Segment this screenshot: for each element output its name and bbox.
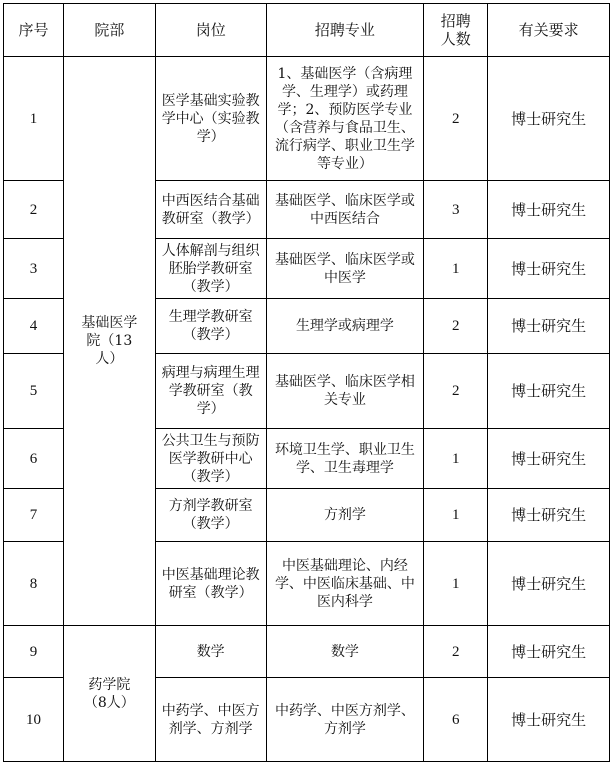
dept-cell-basic-medicine: 基础医学院（13人） xyxy=(63,57,155,626)
row-major: 基础医学、临床医学相关专业 xyxy=(266,354,424,429)
header-count: 招聘人数 xyxy=(424,4,488,57)
row-major: 中医基础理论、内经学、中医临床基础、中医内科学 xyxy=(266,542,424,626)
row-count: 2 xyxy=(424,299,488,354)
row-requirement: 博士研究生 xyxy=(488,489,610,542)
header-seq: 序号 xyxy=(4,4,64,57)
row-position: 中医基础理论教研室（教学） xyxy=(155,542,266,626)
row-major: 基础医学、临床医学或中西医结合 xyxy=(266,181,424,239)
row-position: 病理与病理生理学教研室（教学） xyxy=(155,354,266,429)
row-requirement: 博士研究生 xyxy=(488,678,610,762)
table-row xyxy=(4,57,610,181)
row-major: 生理学或病理学 xyxy=(266,299,424,354)
row-major: 方剂学 xyxy=(266,489,424,542)
row-requirement: 博士研究生 xyxy=(488,181,610,239)
row-count: 1 xyxy=(424,239,488,299)
row-count: 1 xyxy=(424,542,488,626)
row-seq: 7 xyxy=(4,489,64,542)
row-major: 基础医学、临床医学或中医学 xyxy=(266,239,424,299)
row-count: 1 xyxy=(424,429,488,489)
row-position: 中药学、中医方剂学、方剂学 xyxy=(155,678,266,762)
table-row xyxy=(4,626,610,678)
recruitment-table xyxy=(3,3,610,762)
row-seq: 4 xyxy=(4,299,64,354)
row-seq: 8 xyxy=(4,542,64,626)
row-seq: 9 xyxy=(4,626,64,678)
header-dept: 院部 xyxy=(63,4,155,57)
row-seq: 2 xyxy=(4,181,64,239)
row-count: 2 xyxy=(424,57,488,181)
row-count: 1 xyxy=(424,489,488,542)
row-requirement: 博士研究生 xyxy=(488,542,610,626)
row-seq: 10 xyxy=(4,678,64,762)
row-seq: 5 xyxy=(4,354,64,429)
row-count: 2 xyxy=(424,354,488,429)
row-position: 方剂学教研室（教学） xyxy=(155,489,266,542)
row-count: 6 xyxy=(424,678,488,762)
row-position: 公共卫生与预防医学教研中心（教学） xyxy=(155,429,266,489)
header-major: 招聘专业 xyxy=(266,4,424,57)
header-requirement: 有关要求 xyxy=(488,4,610,57)
row-requirement: 博士研究生 xyxy=(488,626,610,678)
row-requirement: 博士研究生 xyxy=(488,57,610,181)
row-major: 数学 xyxy=(266,626,424,678)
row-position: 数学 xyxy=(155,626,266,678)
row-requirement: 博士研究生 xyxy=(488,429,610,489)
row-requirement: 博士研究生 xyxy=(488,299,610,354)
header-row xyxy=(4,4,610,57)
header-position: 岗位 xyxy=(155,4,266,57)
dept-cell-pharmacy: 药学院（8人） xyxy=(63,626,155,762)
row-position: 人体解剖与组织胚胎学教研室（教学） xyxy=(155,239,266,299)
row-requirement: 博士研究生 xyxy=(488,239,610,299)
row-major: 环境卫生学、职业卫生学、卫生毒理学 xyxy=(266,429,424,489)
row-seq: 3 xyxy=(4,239,64,299)
row-major: 1、基础医学（含病理学、生理学）或药理学；2、预防医学专业（含营养与食品卫生、流行病学、职业卫生学等专业） xyxy=(266,57,424,181)
row-requirement: 博士研究生 xyxy=(488,354,610,429)
row-seq: 1 xyxy=(4,57,64,181)
row-seq: 6 xyxy=(4,429,64,489)
row-position: 中西医结合基础教研室（教学） xyxy=(155,181,266,239)
row-count: 3 xyxy=(424,181,488,239)
row-major: 中药学、中医方剂学、方剂学 xyxy=(266,678,424,762)
row-position: 生理学教研室（教学） xyxy=(155,299,266,354)
row-count: 2 xyxy=(424,626,488,678)
row-position: 医学基础实验教学中心（实验教学） xyxy=(155,57,266,181)
